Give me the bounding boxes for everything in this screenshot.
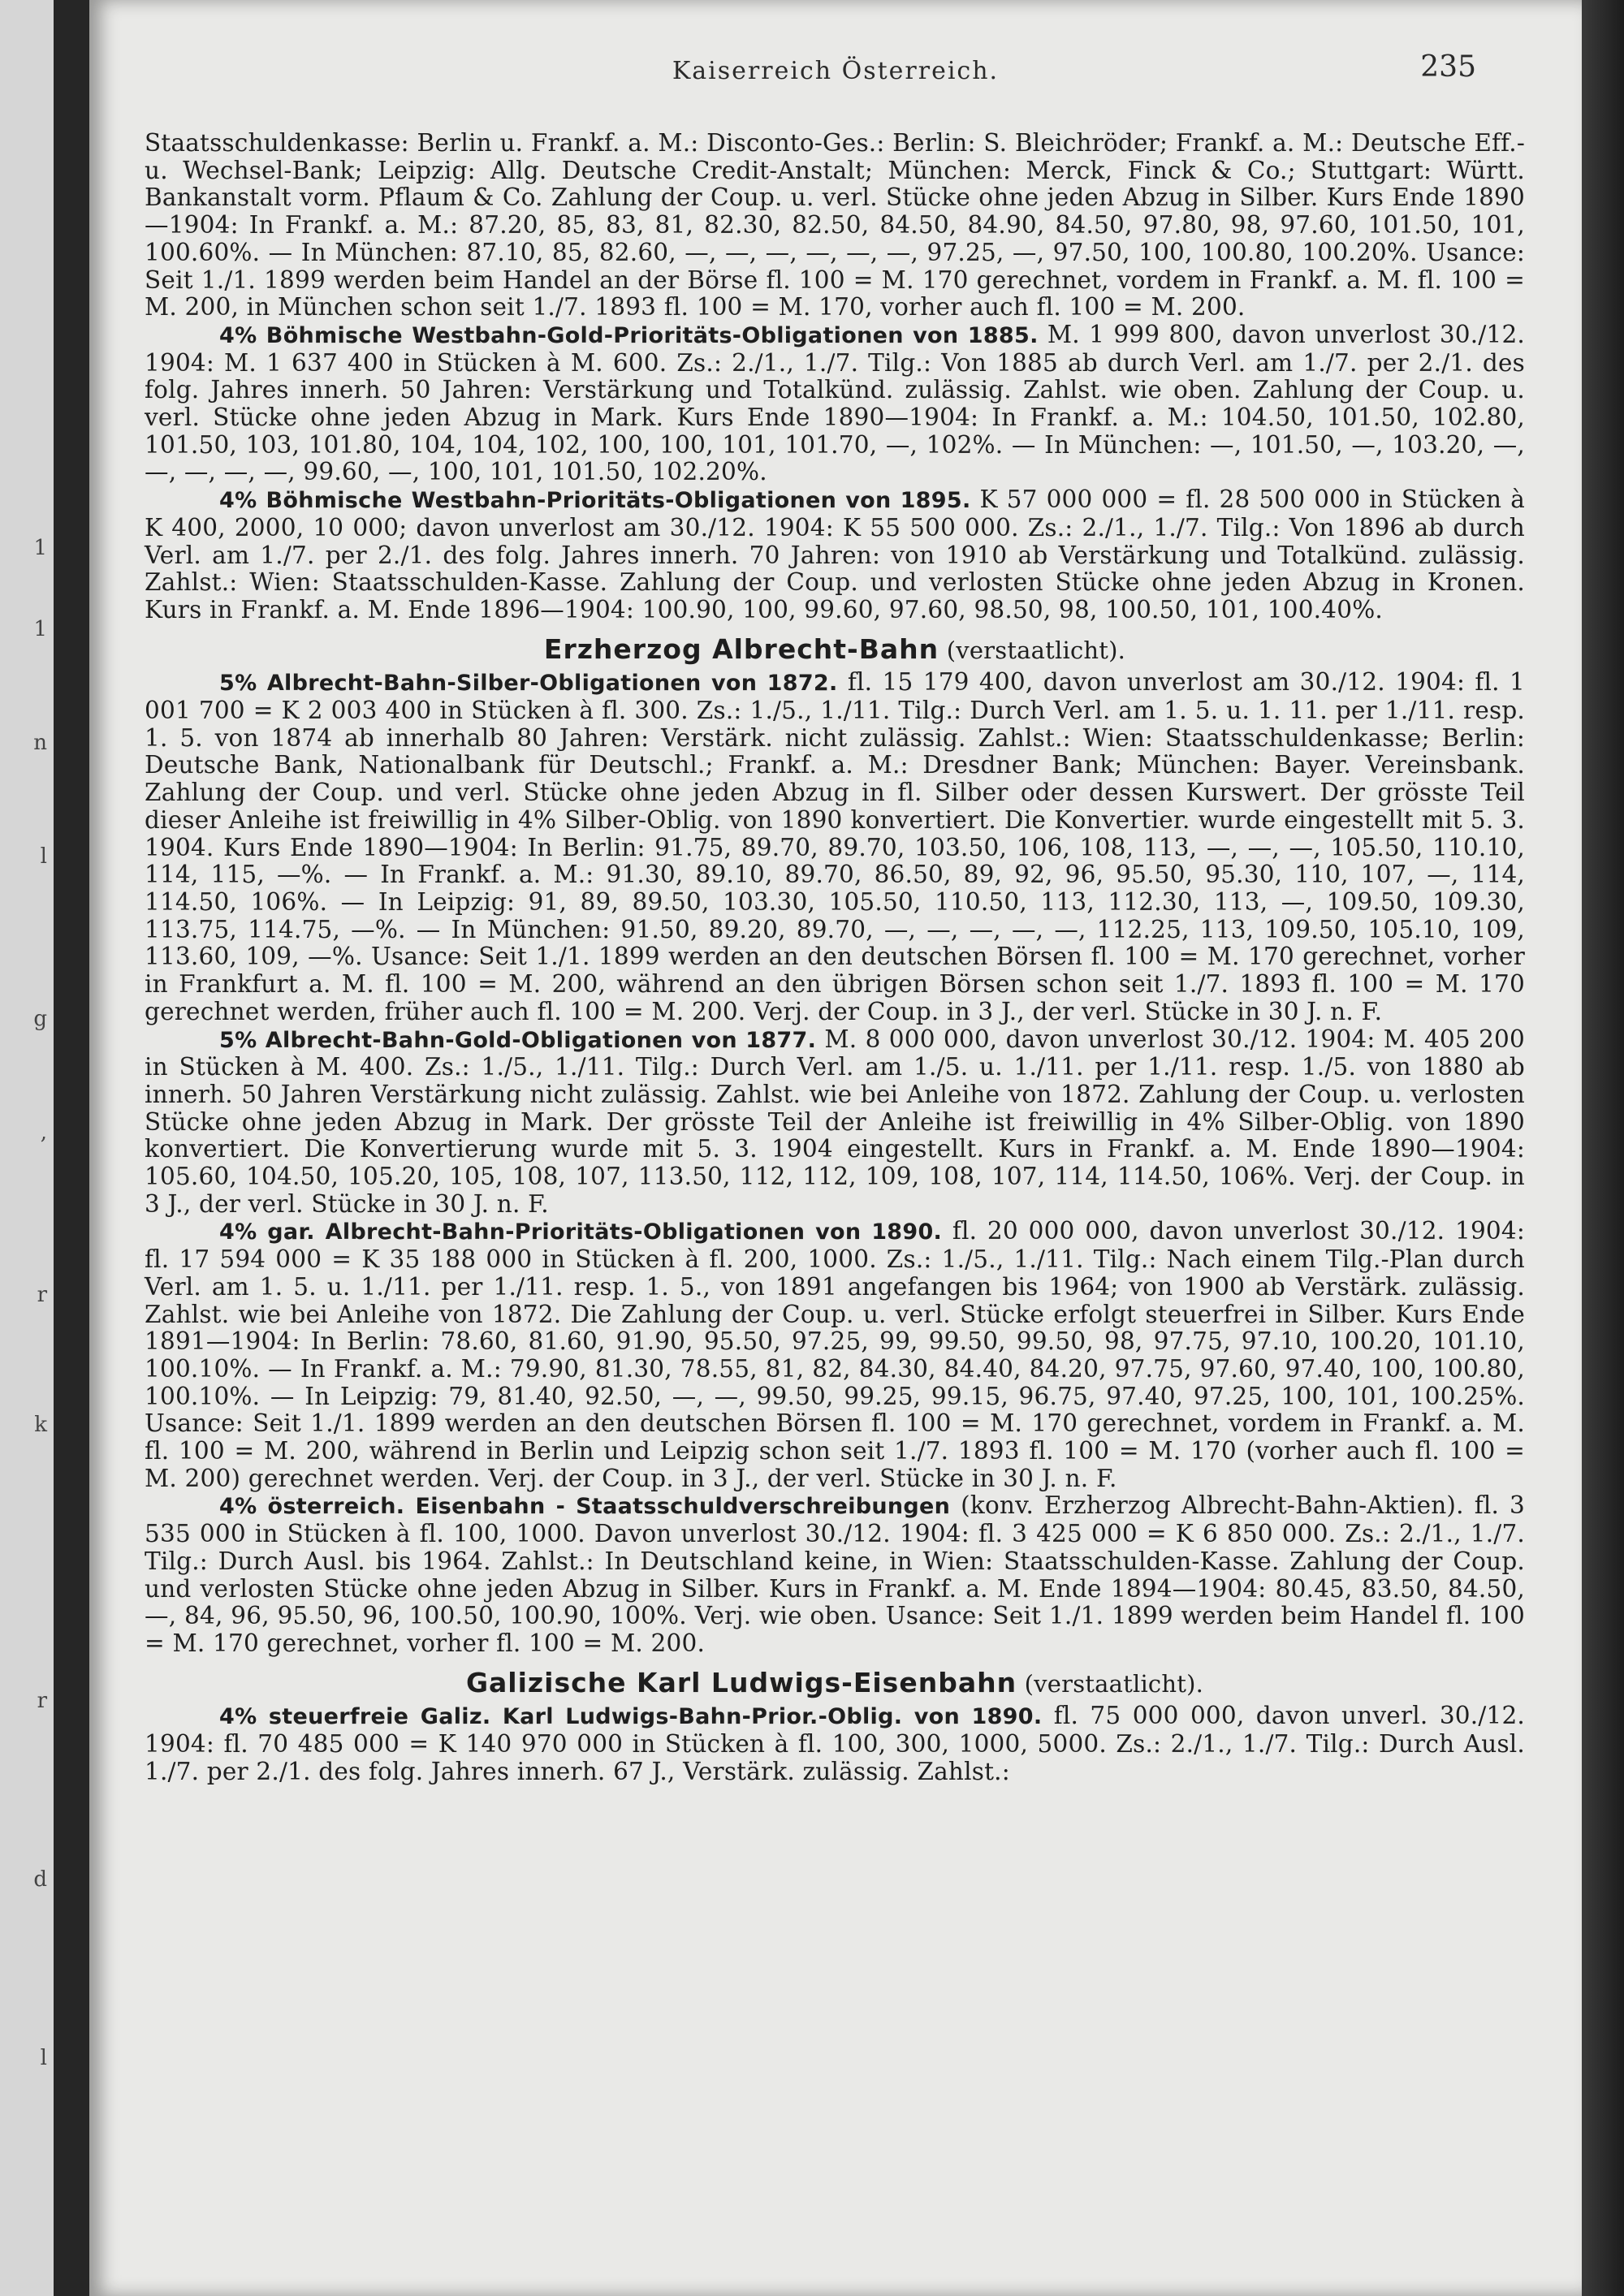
section-heading-note: (verstaatlicht). (1024, 1669, 1204, 1698)
running-title: Kaiserreich Österreich. (672, 57, 1000, 85)
bond-entry (145, 486, 1525, 624)
page-header (89, 50, 1582, 106)
page-edge-shadow (1582, 0, 1624, 2296)
bond-entry (145, 1218, 1525, 1492)
bond-entry-text: fl. 15 179 400, davon unverlost am 30./12. 1904: fl. 1 001 700 = K 2 003 400 in Stücken à fl. 300. Zs.: 1./5., 1./11. Tilg.: Durch Verl. am 1. 5. u. 1. 11. per 1./11. resp. 1. 5. von 1874 ab innerhalb 80 Jahren: Verstärk. nicht zulässig. Zahlst.: Wien: Staatsschuldenkasse; Berlin: Deutsche Bank, Nationalbank für Deutschl.; Frankf. a. M.: Dresdner Bank; München: Bayer. Vereinsbank. Zahlung der Coup. und verl. Stücke ohne jeden Abzug in fl. Silber oder dessen Kurswert. Der grösste Teil dieser Anleihe ist freiwillig in 4% Silber-Oblig. von 1890 konvertiert. Die Konvertier. wurde eingestellt mit 5. 3. 1904. Kurs Ende 1890—1904: In Berlin: 91.75, 89.70, 89.70, 103.50, 106, 108, 113, —, —, —, 105.50, 110.10, 114, 115, —%. — In Frankf. a. M.: 91.30, 89.10, 89.70, 86.50, 89, 92, 96, 95.50, 95.30, 110, 107, —, 114, 114.50, 106%. — In Leipzig: 91, 89, 89.50, 103.30, 105.50, 110.50, 113, 112.30, 113, —, 109.50, 109.30, 113.75, 114.75, —%. — In München: 91.50, 89.20, 89.70, —, —, —, —, —, 112.25, 113, 109.50, 105.10, 109, 113.60, 109, —%. Usance: Seit 1./1. 1899 werden an den deutschen Börsen fl. 100 = M. 170 gerechnet, vorher in Frankfurt a. M. fl. 100 = M. 200, während an den übrigen Börsen schon seit 1./7. 1893 fl. 100 = M. 170 gerechnet werden, früher auch fl. 100 = M. 200. Verj. der Coup. in 3 J., der verl. Stücke in 30 J. n. F. (145, 668, 1525, 1025)
bond-entry-text: fl. 20 000 000, davon unverlost 30./12. 1904: fl. 17 594 000 = K 35 188 000 in Stücken à fl. 200, 1000. Zs.: 1./5., 1./11. Tilg.: Nach einem Tilg.-Plan durch Verl. am 1. 5. u. 1./11. per 1./11. resp. 1. 5., von 1891 angefangen bis 1964; von 1900 ab Verstärk. zulässig. Zahlst. wie bei Anleihe von 1872. Die Zahlung der Coup. u. verl. Stücke erfolgt steuerfrei in Silber. Kurs Ende 1891—1904: In Berlin: 78.60, 81.60, 91.90, 95.50, 97.25, 99, 99.50, 99.50, 98, 97.75, 97.10, 100.20, 101.10, 100.10%. — In Frankf. a. M.: 79.90, 81.30, 78.55, 81, 82, 84.30, 84.40, 84.20, 97.75, 97.60, 97.40, 100, 100.80, 100.10%. — In Leipzig: 79, 81.40, 92.50, —, —, 99.50, 99.25, 99.15, 96.75, 97.40, 97.25, 100, 101, 100.25%. Usance: Seit 1./1. 1899 werden an den deutschen Börsen fl. 100 = M. 170 gerechnet, vordem in Frankf. a. M. fl. 100 = M. 200, während in Berlin und Leipzig schon seit 1./7. 1893 fl. 100 = M. 170 (vorher auch fl. 100 = M. 200) gerechnet werden. Verj. der Coup. in 3 J., der verl. Stücke in 30 J. n. F. (145, 1217, 1525, 1492)
bond-entry-text: M. 8 000 000, davon unverlost 30./12. 1904: M. 405 200 in Stücken à M. 400. Zs.: 1./5., 1./11. Tilg.: Durch Verl. am 1./5. u. 1./11. per 1./11. resp. 1./5. von 1880 ab innerh. 50 Jahren Verstärkung nicht zulässig. Zahlst. wie bei Anleihe von 1872. Zahlung der Coup. u. verlosten Stücke ohne jeden Abzug in Mark. Der grösste Teil der Anleihe ist freiwillig in 4% Silber-Oblig. von 1890 konvertiert. Die Konvertierung wurde mit 5. 3. 1904 eingestellt. Kurs in Frankf. a. M. Ende 1890—1904: 105.60, 104.50, 105.20, 105, 108, 107, 113.50, 112, 112, 109, 108, 107, 114, 114.50, 106%. Verj. der Coup. in 3 J., der verl. Stücke in 30 J. n. F. (145, 1025, 1525, 1218)
bond-entry-heading: 5% Albrecht-Bahn-Silber-Obligationen von 1872. (219, 671, 838, 697)
gutter-fragment: r (37, 1689, 47, 1713)
bond-entry-heading: 4% Böhmische Westbahn-Gold-Prioritäts-Obligationen von 1885. (219, 322, 1039, 348)
bond-entry (145, 1703, 1525, 1785)
book-binding-shadow (54, 0, 89, 2296)
bond-entry (145, 669, 1525, 1025)
bond-entry-text: K 57 000 000 = fl. 28 500 000 in Stücken à K 400, 2000, 10 000; davon unverlost am 30./12. 1904: K 55 500 000. Zs.: 2./1., 1./7. Tilg.: Von 1896 ab durch Verl. am 1./7. per 2./1. des folg. Jahres innerh. 70 Jahren: von 1910 ab Verstärkung und Totalkünd. zulässig. Zahlst.: Wien: Staatsschulden-Kasse. Zahlung der Coup. und verlosten Stücke ohne jeden Abzug in Kronen. Kurs in Frankf. a. M. Ende 1896—1904: 100.90, 100, 99.60, 97.60, 98.50, 98, 100.50, 101, 100.40%. (145, 486, 1525, 624)
section-heading-note: (verstaatlicht). (946, 636, 1126, 664)
section-heading (145, 632, 1525, 665)
section-heading (145, 1666, 1525, 1698)
book-page (89, 0, 1582, 2296)
gutter-fragment: 1 (33, 617, 47, 641)
bond-entry-heading: 4% Böhmische Westbahn-Prioritäts-Obligationen von 1895. (219, 488, 971, 514)
gutter-fragment: 1 (33, 536, 47, 560)
intro-paragraph: Staatsschuldenkasse: Berlin u. Frankf. a. M.: Disconto-Ges.: Berlin: S. Bleichröder; Frankf. a. M.: Deutsche Eff.- u. Wechsel-Bank; Leipzig: Allg. Deutsche Credit-Anstalt; München: Merck, Finck & Co.; Stuttgart: Württ. Bankanstalt vorm. Pflaum & Co. Zahlung der Coup. u. verl. Stücke ohne jeden Abzug in Silber. Kurs Ende 1890—1904: In Frankf. a. M.: 87.20, 85, 83, 81, 82.30, 82.50, 84.50, 84.90, 84.50, 97.80, 98, 97.60, 101.50, 101, 100.60%. — In München: 87.10, 85, 82.60, —, —, —, —, —, —, 97.25, —, 97.50, 100, 100.80, 100.20%. Usance: Seit 1./1. 1899 werden beim Handel an der Börse fl. 100 = M. 170 gerechnet, vordem in Frankf. a. M. fl. 100 = M. 200, in München schon seit 1./7. 1893 fl. 100 = M. 170, vorher auch fl. 100 = M. 200. (145, 129, 1525, 322)
section-heading-name: Galizische Karl Ludwigs-Eisenbahn (465, 1666, 1017, 1698)
gutter-fragment: l (40, 844, 47, 869)
bond-entry-heading: 4% österreich. Eisenbahn - Staatsschuldverschreibungen (219, 1494, 951, 1520)
gutter-fragment: g (33, 1007, 47, 1031)
page-number: 235 (1420, 50, 1476, 84)
bond-entry-text: (konv. Erzherzog Albrecht-Bahn-Aktien). fl. 3 535 000 in Stücken à fl. 100, 1000. Davon unverlost 30./12. 1904: fl. 3 425 000 = K 6 850 000. Zs.: 2./1., 1./7. Tilg.: Durch Ausl. bis 1964. Zahlst.: In Deutschland keine, in Wien: Staatsschulden-Kasse. Zahlung der Coup. und verlosten Stücke ohne jeden Abzug in Silber. Kurs in Frankf. a. M. Ende 1894—1904: 80.45, 83.50, 84.50, —, 84, 96, 95.50, 96, 100.50, 100.90, 100%. Verj. wie oben. Usance: Seit 1./1. 1899 werden beim Handel fl. 100 = M. 170 gerechnet, vorher fl. 100 = M. 200. (145, 1491, 1525, 1657)
gutter-fragment: l (40, 2046, 47, 2070)
adjacent-page-edge (0, 0, 54, 2296)
gutter-fragment: k (34, 1413, 47, 1437)
bond-entry (145, 1026, 1525, 1219)
bond-entry (145, 1492, 1525, 1657)
bond-entry-text: fl. 75 000 000, davon unverl. 30./12. 1904: fl. 70 485 000 = K 140 970 000 in Stücken à fl. 100, 300, 1000, 5000. Zs.: 2./1., 1./7. Tilg.: Durch Ausl. 1./7. per 2./1. des folg. Jahres innerh. 67 J., Verstärk. zulässig. Zahlst.: (145, 1702, 1525, 1785)
section-heading-name: Erzherzog Albrecht-Bahn (543, 632, 939, 665)
page-body (145, 130, 1525, 1785)
gutter-fragment: d (33, 1867, 47, 1892)
bond-entry (145, 322, 1525, 486)
bond-entry-heading: 5% Albrecht-Bahn-Gold-Obligationen von 1877. (219, 1027, 817, 1053)
gutter-fragment: n (33, 731, 47, 755)
bond-entry-heading: 4% gar. Albrecht-Bahn-Prioritäts-Obligationen von 1890. (219, 1219, 943, 1245)
bond-entry-heading: 4% steuerfreie Galiz. Karl Ludwigs-Bahn-Prior.-Oblig. von 1890. (219, 1704, 1043, 1730)
gutter-fragment: r (37, 1283, 47, 1307)
bond-entry-text: M. 1 999 800, davon unverlost 30./12. 1904: M. 1 637 400 in Stücken à M. 600. Zs.: 2./1., 1./7. Tilg.: Von 1885 ab durch Verl. am 1./7. per 2./1. des folg. Jahres innerh. 50 Jahren: Verstärkung und Totalkünd. zulässig. Zahlst. wie oben. Zahlung der Coup. u. verl. Stücke ohne jeden Abzug in Mark. Kurs Ende 1890—1904: In Frankf. a. M.: 104.50, 101.50, 102.80, 101.50, 103, 101.80, 104, 104, 102, 100, 100, 101, 101.70, —, 102%. — In München: —, 101.50, —, 103.20, —, —, —, —, —, 99.60, —, 100, 101, 101.50, 102.20%. (145, 320, 1525, 486)
gutter-fragment: , (40, 1120, 47, 1145)
